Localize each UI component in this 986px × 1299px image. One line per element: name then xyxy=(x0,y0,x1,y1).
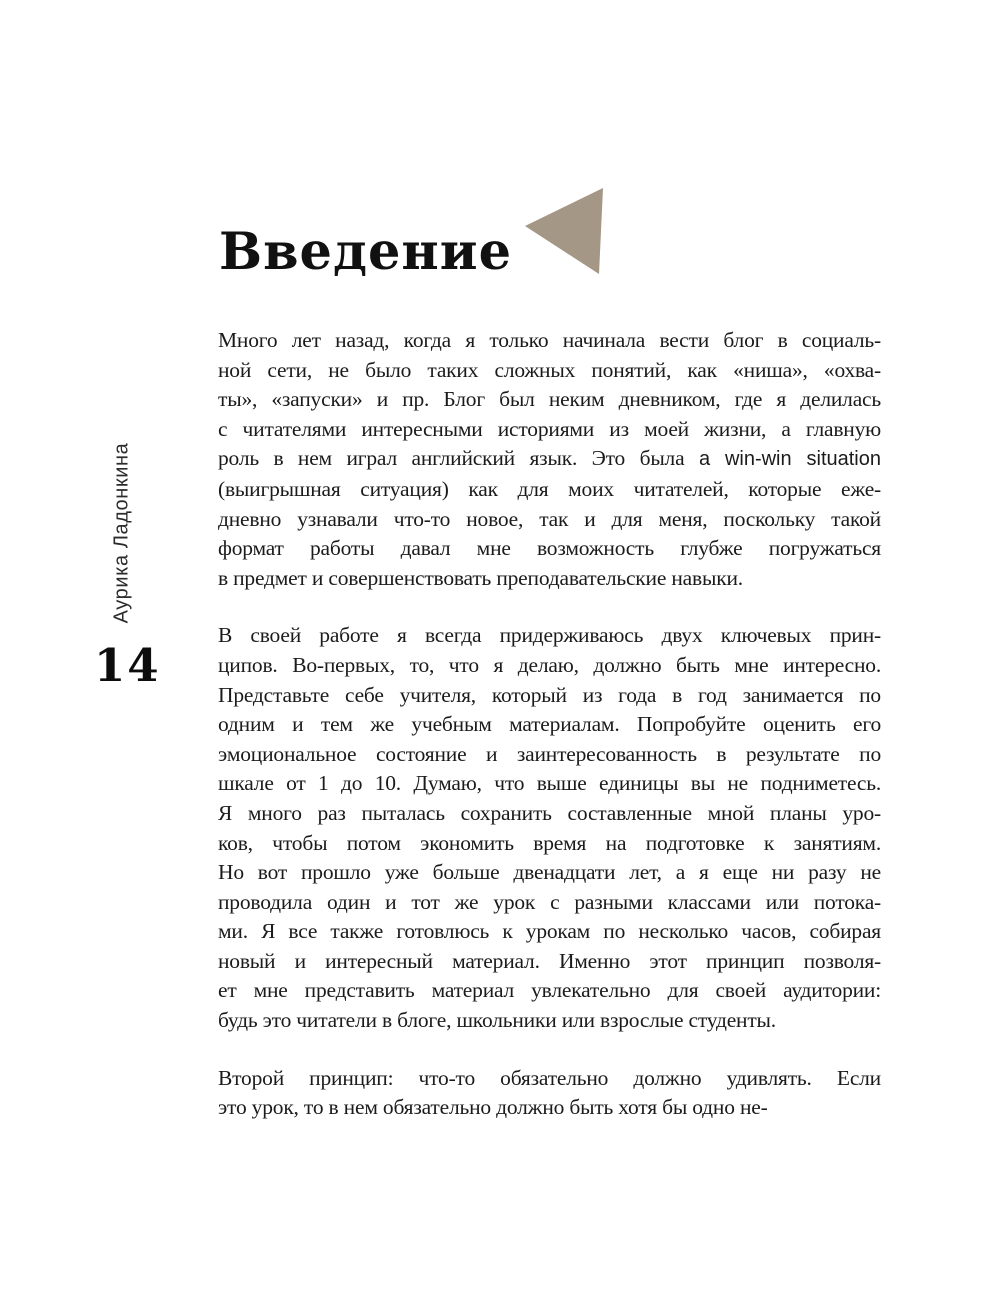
text-line: В своей работе я всегда придерживаюсь двух ключевых прин- xyxy=(218,623,881,648)
text-line: Я много раз пыталась сохранить составленные мной планы уро- xyxy=(218,800,881,825)
text-line: шкале от 1 до 10. Думаю, что выше единицы вы не подниметесь. xyxy=(218,771,881,796)
text-line: Представьте себе учителя, который из года в год занимается по xyxy=(218,682,881,707)
inline-latin: a win-win situation xyxy=(698,448,881,471)
text-line: эмоциональное состояние и заинтересованность в результате по xyxy=(218,741,881,766)
text-line: ты», «запуски» и пр. Блог был неким дневником, где я делилась xyxy=(218,387,881,412)
paragraph xyxy=(218,621,881,1035)
text-line: Но вот прошло уже больше двенадцати лет, а я еще ни разу не xyxy=(218,860,881,885)
text-line: ми. Я все также готовлюсь к урокам по несколько часов, собирая xyxy=(218,919,881,944)
text-line: роль в нем играл английский язык. Это была a win-win situation xyxy=(218,446,881,471)
left-triangle-shape xyxy=(525,188,603,274)
text-line: одним и тем же учебным материалам. Попробуйте оценить его xyxy=(218,712,881,737)
text-line: ной сети, не было таких сложных понятий, как «ниша», «охва- xyxy=(218,357,881,382)
left-triangle-icon xyxy=(523,184,607,276)
text-line: формат работы давал мне возможность глубже погружаться xyxy=(218,536,881,561)
text-line: ет мне представить материал увлекательно для своей аудитории: xyxy=(218,978,881,1003)
text-line: это урок, то в нем обязательно должно быть хотя бы одно не- xyxy=(218,1095,768,1120)
chapter-title: Введение xyxy=(219,222,513,283)
text-line: (выигрышная ситуация) как для моих читателей, которые еже- xyxy=(218,476,881,501)
text-line: проводила один и тот же урок с разными классами или потока- xyxy=(218,889,881,914)
text-line: ципов. Во-первых, то, что я делаю, должно быть мне интересно. xyxy=(218,652,881,677)
text-line: Много лет назад, когда я только начинала вести блог в социаль- xyxy=(218,328,881,352)
page-number: 14 xyxy=(94,639,161,692)
text-line: в предмет и совершенствовать преподавательские навыки. xyxy=(218,565,743,590)
text-line: Второй принцип: что-то обязательно должно удивлять. Если xyxy=(218,1065,881,1090)
paragraph xyxy=(218,326,881,593)
text-line: ков, чтобы потом экономить время на подготовке к занятиям. xyxy=(218,830,881,855)
paragraph xyxy=(218,1064,881,1123)
text-line: дневно узнавали что-то новое, так и для меня, поскольку такой xyxy=(218,506,881,531)
text-line: будь это читатели в блоге, школьники или взрослые студенты. xyxy=(218,1008,776,1033)
author-margin-label: Аурика Ладонкина xyxy=(110,442,133,624)
text-line: новый и интересный материал. Именно этот принцип позволя- xyxy=(218,948,881,973)
body-text xyxy=(218,326,881,1123)
text-line: с читателями интересными историями из моей жизни, а главную xyxy=(218,416,881,441)
